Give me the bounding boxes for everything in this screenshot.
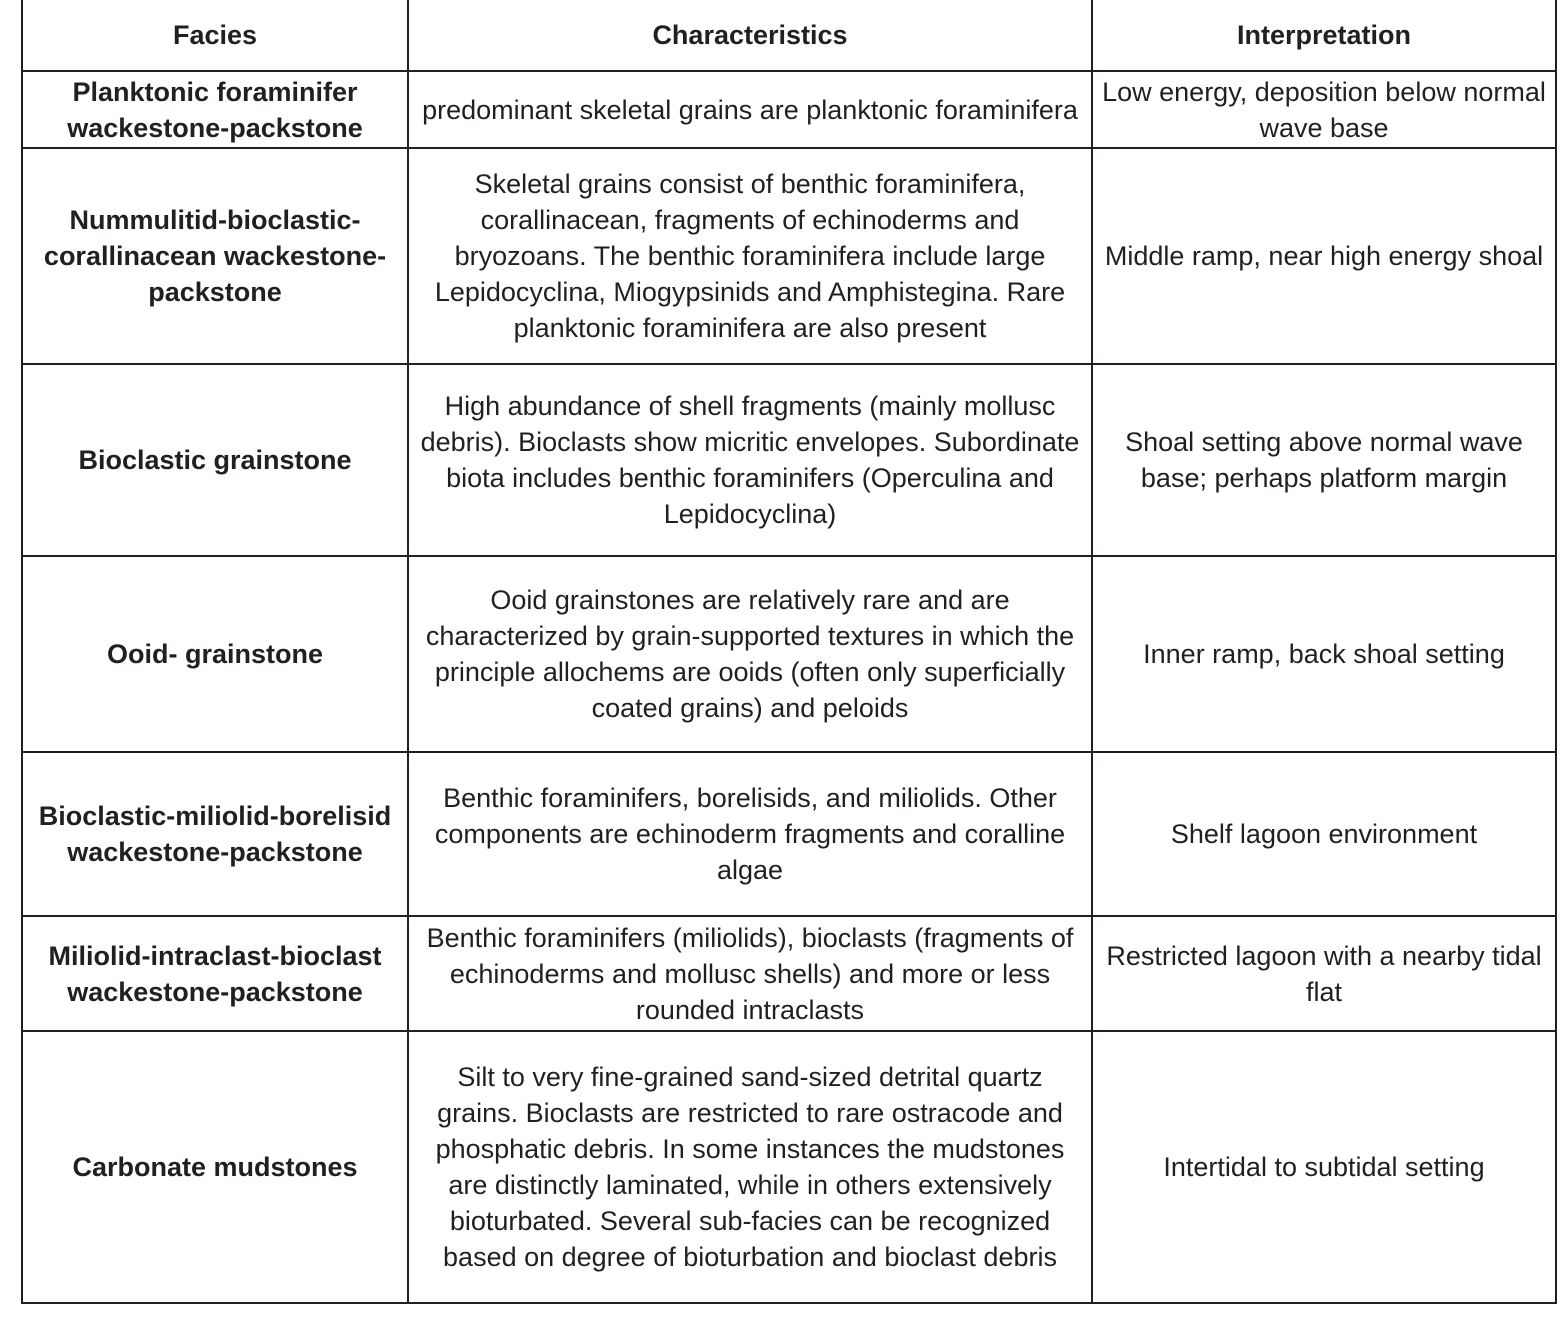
interpretation-cell: Restricted lagoon with a nearby tidal flat: [1092, 916, 1556, 1031]
header-interpretation: Interpretation: [1092, 0, 1556, 71]
facies-cell: Ooid- grainstone: [22, 556, 408, 752]
table-row: [22, 71, 1556, 148]
characteristics-cell: Skeletal grains consist of benthic foraminifera, corallinacean, fragments of echinoderms and bryozoans. The benthic foraminifera include large Lepidocyclina, Miogypsinids and Amphistegina. Rare planktonic foraminifera are also present: [408, 148, 1092, 364]
table-row: [22, 556, 1556, 752]
facies-cell: Miliolid-intraclast-bioclast wackestone-packstone: [22, 916, 408, 1031]
interpretation-cell: Low energy, deposition below normal wave base: [1092, 71, 1556, 148]
table-row: [22, 916, 1556, 1031]
facies-cell: Bioclastic-miliolid-borelisid wackestone-packstone: [22, 752, 408, 916]
characteristics-cell: Ooid grainstones are relatively rare and are characterized by grain-supported textures in which the principle allochems are ooids (often only superficially coated grains) and peloids: [408, 556, 1092, 752]
table-row: [22, 752, 1556, 916]
characteristics-cell: Benthic foraminifers, borelisids, and miliolids. Other components are echinoderm fragments and coralline algae: [408, 752, 1092, 916]
facies-cell: Planktonic foraminifer wackestone-packstone: [22, 71, 408, 148]
interpretation-cell: Shoal setting above normal wave base; perhaps platform margin: [1092, 364, 1556, 556]
interpretation-cell: Intertidal to subtidal setting: [1092, 1031, 1556, 1303]
facies-cell: Nummulitid-bioclastic-corallinacean wackestone-packstone: [22, 148, 408, 364]
characteristics-cell: Benthic foraminifers (miliolids), bioclasts (fragments of echinoderms and mollusc shells) and more or less rounded intraclasts: [408, 916, 1092, 1031]
interpretation-cell: Inner ramp, back shoal setting: [1092, 556, 1556, 752]
facies-cell: Bioclastic grainstone: [22, 364, 408, 556]
facies-table: [21, 0, 1557, 1304]
header-characteristics: Characteristics: [408, 0, 1092, 71]
table-row: [22, 148, 1556, 364]
table-row: [22, 364, 1556, 556]
characteristics-cell: High abundance of shell fragments (mainly mollusc debris). Bioclasts show micritic envelopes. Subordinate biota includes benthic foraminifers (Operculina and Lepidocyclina): [408, 364, 1092, 556]
facies-cell: Carbonate mudstones: [22, 1031, 408, 1303]
header-facies: Facies: [22, 0, 408, 71]
characteristics-cell: predominant skeletal grains are planktonic foraminifera: [408, 71, 1092, 148]
interpretation-cell: Shelf lagoon environment: [1092, 752, 1556, 916]
interpretation-cell: Middle ramp, near high energy shoal: [1092, 148, 1556, 364]
header-row: [22, 0, 1556, 71]
characteristics-cell: Silt to very fine-grained sand-sized detrital quartz grains. Bioclasts are restricted to rare ostracode and phosphatic debris. In some instances the mudstones are distinctly laminated, while in others extensively bioturbated. Several sub-facies can be recognized based on degree of bioturbation and bioclast debris: [408, 1031, 1092, 1303]
table-row: [22, 1031, 1556, 1303]
